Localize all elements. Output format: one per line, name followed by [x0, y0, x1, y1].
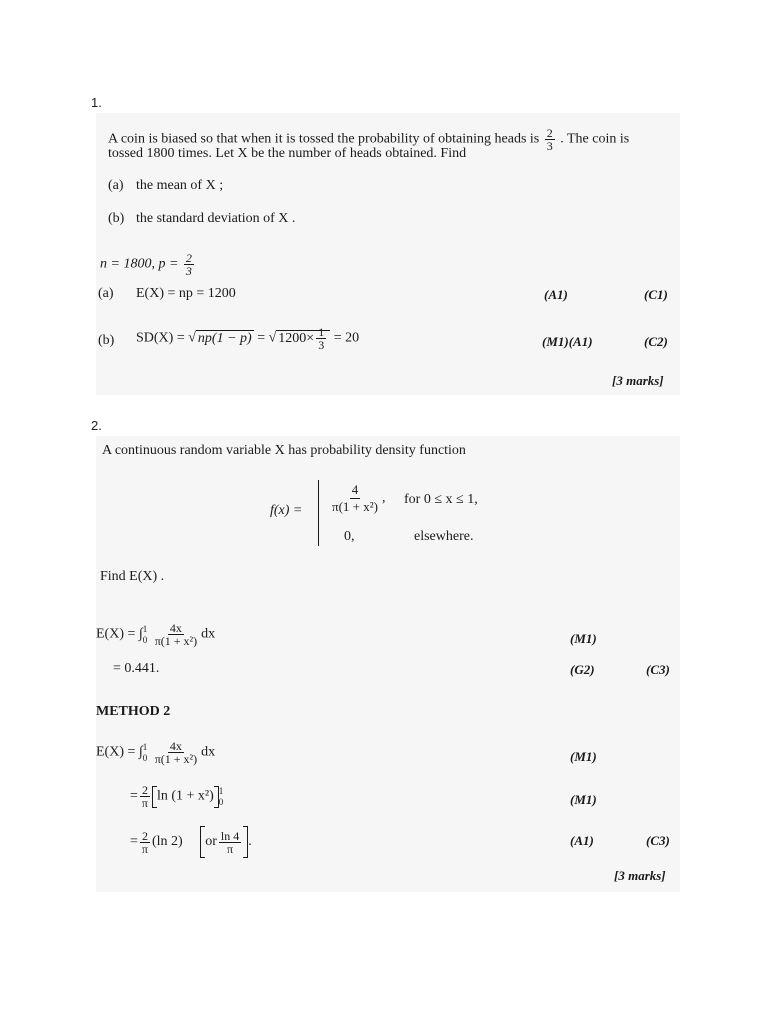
q2-case2-condition: elsewhere.: [414, 529, 474, 544]
q1-solution-b-mark: (M1)(A1): [542, 334, 593, 349]
q1-solution-b-total-mark: (C2): [644, 334, 668, 349]
q2-method2-line2-mark: (M1): [570, 792, 597, 807]
q1-solution-b-label: (b): [98, 333, 115, 348]
q2-find: Find E(X) .: [100, 569, 165, 584]
q1-part-b-label: (b): [108, 211, 125, 226]
q1-solution-a: E(X) = np = 1200: [136, 286, 236, 301]
q1-total-marks: [3 marks]: [612, 373, 664, 388]
q2-method2-line1-mark: (M1): [570, 749, 597, 764]
q1-part-a-text: the mean of X ;: [136, 178, 224, 193]
q2-total-marks: [3 marks]: [614, 868, 666, 883]
q2-method2-line2: = $\frac{2}{\pi}$ ln (1 + x²) 1 0: [130, 783, 224, 810]
q2-stem: A continuous random variable X has probability density function: [102, 443, 466, 458]
q1-stem-line1: A coin is biased so that when it is tossed the probability of obtaining heads is $\frac{2}{3}$ . The coin is: [108, 126, 630, 153]
q2-method2-line3-total-mark: (C3): [646, 833, 670, 848]
q2-method1-line1: E(X) = ∫ 1 0 $\frac{4x}{\text{π(1 + x²)}}$ dx: [96, 621, 216, 648]
q1-solution-a-label: (a): [98, 286, 114, 301]
q1-part-b-text: the standard deviation of X .: [136, 211, 296, 226]
q1-solution-a-total-mark: (C1): [644, 287, 668, 302]
q1-solution-a-mark: (A1): [544, 287, 568, 302]
q2-method1-line2-total-mark: (C3): [646, 662, 670, 677]
q2-method2-heading: METHOD 2: [96, 704, 171, 719]
q2-method1-line2-mark: (G2): [570, 662, 595, 677]
q2-method2-line3-mark: (A1): [570, 833, 594, 848]
q1-stem-line2: tossed 1800 times. Let X be the number of heads obtained. Find: [108, 146, 467, 161]
q2-method1-line1-mark: (M1): [570, 631, 597, 646]
q2-brace: [318, 480, 324, 546]
question-1-panel: [96, 113, 680, 395]
question-2-panel: [96, 436, 680, 892]
q2-method2-line3: = $\frac{2}{\pi}$ (ln 2) or $\frac{\ln 4}{\pi}$ .: [130, 826, 252, 858]
q1-given: n = 1800, p = $\frac{2}{3}$: [100, 251, 192, 278]
q2-method1-line2: = 0.441.: [113, 661, 160, 676]
q2-case1-condition: for 0 ≤ x ≤ 1,: [404, 492, 478, 507]
q1-solution-b: SD(X) = √ np(1 − p) = √ 1200× $\frac{1}{3}$ = 20: [136, 325, 360, 352]
question-2-number: 2.: [91, 418, 102, 433]
q2-case2-value: 0,: [344, 529, 355, 544]
q1-part-a-label: (a): [108, 178, 124, 193]
q2-method2-line1: E(X) = ∫ 1 0 $\frac{4x}{\text{π(1 + x²)}}$ dx: [96, 739, 216, 766]
q2-case1-value: $\frac{4}{\text{π(1 + x²)}}$ ,: [332, 482, 386, 514]
question-1-number: 1.: [91, 95, 102, 110]
q2-fx: f(x) =: [270, 503, 303, 518]
